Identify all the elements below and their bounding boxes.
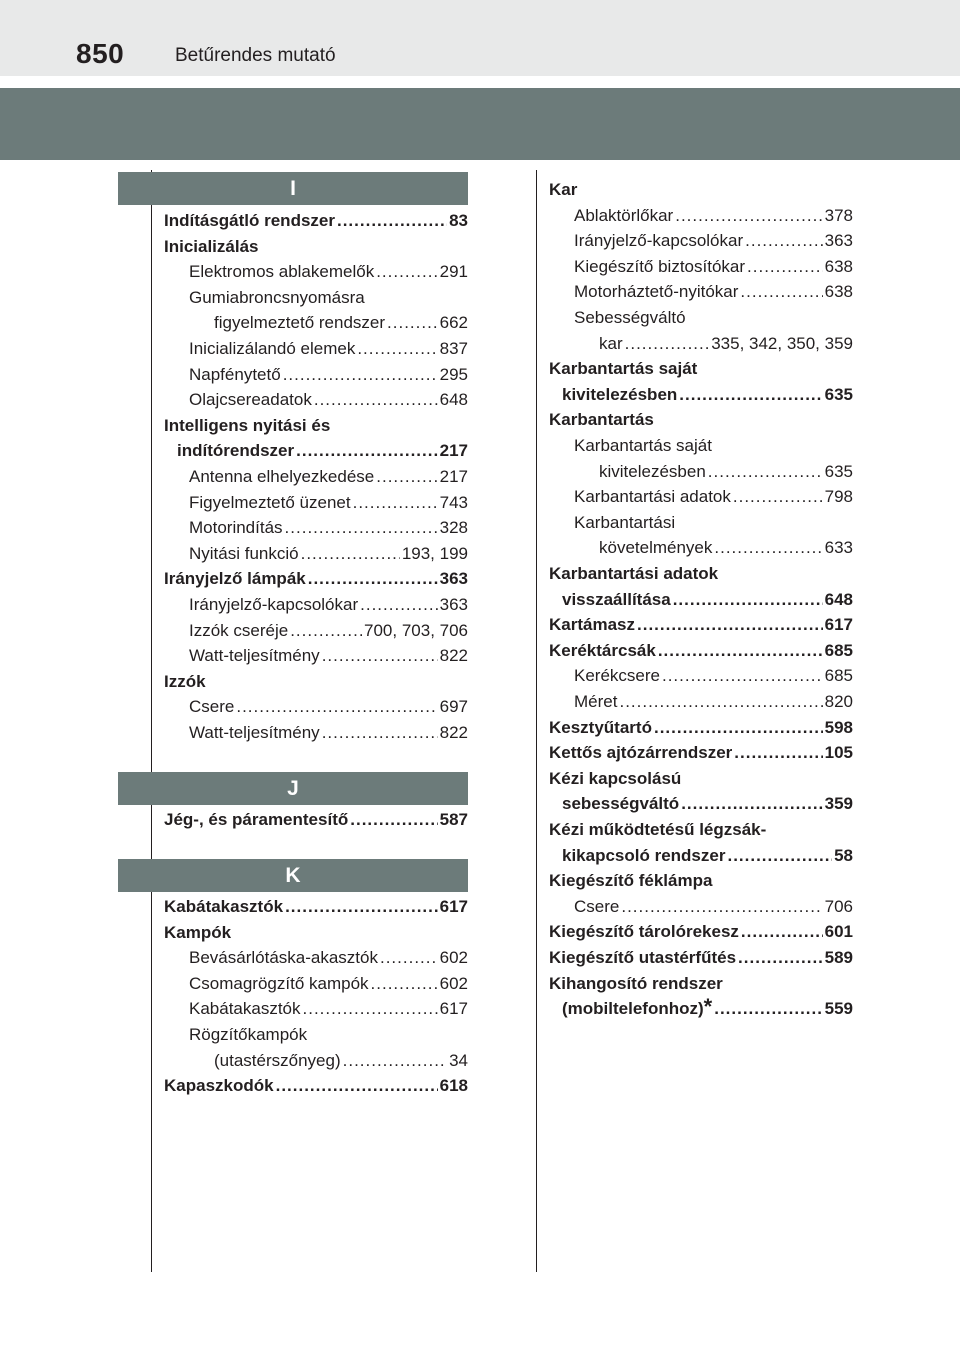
index-entry-page: 822 <box>439 723 468 742</box>
dot-leader <box>357 336 437 362</box>
index-entry <box>189 387 468 413</box>
index-entry <box>164 413 468 439</box>
index-entry-page: 363 <box>439 569 468 589</box>
index-entry-page: 617 <box>439 897 468 916</box>
index-entry-text: Kapaszkodók <box>164 1076 274 1096</box>
index-entry-text: Kartámasz <box>549 615 635 635</box>
dot-leader <box>380 945 438 971</box>
index-entry <box>574 663 853 689</box>
dot-leader <box>314 387 438 413</box>
index-entry-text: Motorháztető-nyitókar <box>574 282 739 302</box>
index-entry <box>189 694 468 720</box>
dot-leader <box>376 259 437 285</box>
dot-leader <box>745 228 822 254</box>
index-entry-page: 291 <box>439 262 468 282</box>
index-entry <box>562 587 853 613</box>
index-entry-text: (utastérszőnyeg) <box>214 1050 341 1070</box>
dot-leader <box>733 484 823 510</box>
index-entry-text: kikapcsoló rendszer <box>562 845 726 865</box>
dot-leader <box>681 791 822 817</box>
dot-leader <box>625 331 710 357</box>
dot-leader <box>387 310 438 336</box>
index-entry-text: kivitelezésben <box>562 384 678 404</box>
index-entry <box>189 464 468 490</box>
index-entry <box>164 669 468 695</box>
section-letter-i: I <box>118 172 468 205</box>
index-entry-page: 648 <box>824 589 853 609</box>
index-entry-text: Sebességváltó <box>574 308 686 327</box>
dot-leader <box>283 362 438 388</box>
index-entry-page: 105 <box>824 743 853 763</box>
index-entry <box>562 791 853 817</box>
index-entry-text: Karbantartási adatok <box>574 487 731 507</box>
dot-leader <box>675 203 822 229</box>
index-entry <box>574 510 853 536</box>
index-entry: (mobiltelefonhoz) * ..... 559 <box>562 996 853 1022</box>
section-letter-j: J <box>118 772 468 805</box>
index-entry <box>189 285 468 311</box>
index-entry <box>189 592 468 618</box>
index-entry-text: Kézi működtetésű légzsák- <box>549 820 767 839</box>
index-entry <box>164 234 468 260</box>
dot-leader <box>637 612 823 638</box>
index-entry <box>189 541 468 567</box>
dot-leader <box>322 720 438 746</box>
index-entry <box>574 203 853 229</box>
index-entry-page: 648 <box>439 390 468 410</box>
index-entry-page: 378 <box>824 205 853 225</box>
index-entry-page: 635 <box>824 384 853 404</box>
index-entry-page: 598 <box>824 717 853 737</box>
index-entry <box>574 228 853 254</box>
dot-leader <box>738 945 823 971</box>
index-entry-page: 617 <box>439 999 468 1019</box>
index-entry-text: Karbantartás saját <box>549 359 698 379</box>
dot-leader <box>740 279 822 305</box>
index-entry-text: sebességváltó <box>562 794 680 814</box>
index-entry <box>549 356 853 382</box>
dot-leader <box>673 587 823 613</box>
dot-leader <box>734 740 822 766</box>
index-entry <box>214 310 468 336</box>
index-entry-text: Karbantartási adatok <box>549 564 719 583</box>
index-entry-page: 295 <box>439 364 468 384</box>
column-divider-right <box>536 170 537 1272</box>
index-entry-page: 601 <box>824 922 853 942</box>
index-entry-page: 58 <box>834 845 853 865</box>
index-entry-text: Kesztyűtartó <box>549 717 652 737</box>
page-title: Betűrendes mutató <box>175 45 336 66</box>
index-entry <box>189 618 468 644</box>
index-entry-text: visszaállítása <box>562 589 671 609</box>
index-entry-text: Figyelmeztető üzenet <box>189 492 351 512</box>
index-entry-page: 602 <box>439 948 468 968</box>
index-entry-page: 697 <box>439 697 468 717</box>
index-entry <box>549 817 853 843</box>
index-entry-text: Kabátakasztók <box>189 999 301 1019</box>
index-entry-text: Kerékcsere <box>574 666 660 686</box>
index-entry-page: 743 <box>439 492 468 512</box>
index-entry-page: 837 <box>439 339 468 358</box>
index-entry-text: Karbantartás <box>549 410 654 430</box>
index-entry <box>549 868 853 894</box>
dot-leader <box>662 663 823 689</box>
index-entry-text: Jég-, és páramentesítő <box>164 810 349 829</box>
index-entry-text: Irányjelző lámpák <box>164 569 306 589</box>
index-entry-text: Bevásárlótáska-akasztók <box>189 948 378 968</box>
index-entry-text: Csere <box>574 896 620 916</box>
index-entry <box>599 331 853 357</box>
index-entry-page: 559 <box>824 999 853 1019</box>
index-entry <box>189 1022 468 1048</box>
dot-leader <box>360 592 437 618</box>
header-banner <box>0 88 960 160</box>
dot-leader <box>714 535 822 561</box>
index-entry <box>189 971 468 997</box>
index-entry-text: Kiegészítő féklámpa <box>549 871 713 891</box>
index-entry-text: Indításgátló rendszer <box>164 211 335 230</box>
index-entry-page: 618 <box>439 1076 468 1096</box>
index-entry-text: Csomagrögzítő kampók <box>189 973 369 993</box>
index-entry-text: Kiegészítő utastérfűtés <box>549 948 737 967</box>
index-entry-text: Kampók <box>164 922 232 942</box>
index-entry <box>189 945 468 971</box>
index-entry-text: Ablaktörlőkar <box>574 205 674 225</box>
index-entry-page: 822 <box>439 646 468 666</box>
index-entry <box>164 1073 468 1099</box>
dot-leader <box>236 694 437 720</box>
dot-leader <box>371 971 438 997</box>
dot-leader <box>350 807 437 833</box>
index-entry <box>214 1048 468 1074</box>
index-entry-text: Gumiabroncsnyomásra <box>189 287 365 307</box>
index-entry-page: 602 <box>439 973 468 993</box>
index-entry-page: 328 <box>439 518 468 538</box>
index-entry-text: Elektromos ablakemelők <box>189 262 375 282</box>
index-entry-text: Kabátakasztók <box>164 897 284 916</box>
index-entry <box>562 843 853 869</box>
index-entry-text: Rögzítőkampók <box>189 1025 308 1044</box>
index-entry-text: Antenna elhelyezkedése <box>189 467 375 486</box>
dot-leader <box>353 490 438 516</box>
index-entry <box>549 945 853 971</box>
index-entry-text: Inicializálás <box>164 236 259 256</box>
index-entry <box>164 894 468 920</box>
index-entry <box>574 689 853 715</box>
index-entry-text: Méret <box>574 692 618 711</box>
dot-leader <box>621 894 822 920</box>
index-entry <box>164 920 468 946</box>
index-entry-text: Intelligens nyitási és <box>164 415 331 435</box>
index-entry <box>189 362 468 388</box>
index-entry <box>562 382 853 408</box>
dot-leader <box>276 1073 438 1099</box>
dot-leader <box>296 438 438 464</box>
index-entry-text: kar <box>599 333 623 353</box>
dot-leader <box>343 1048 447 1074</box>
page-number: 850 <box>76 38 125 69</box>
index-entry <box>189 720 468 746</box>
index-entry <box>599 459 853 485</box>
dot-leader <box>679 382 822 408</box>
dot-leader <box>619 689 822 715</box>
index-entry-page: 700, 703, 706 <box>364 620 468 640</box>
index-entry-text: indítórendszer <box>177 441 295 461</box>
index-entry-page: 706 <box>824 896 853 916</box>
dot-leader <box>285 894 438 920</box>
index-entry <box>164 208 468 234</box>
index-entry <box>164 807 468 833</box>
dot-leader <box>654 715 823 741</box>
index-entry-page: 685 <box>824 640 853 660</box>
index-entry-text: Izzók cseréje <box>189 620 289 640</box>
index-entry <box>574 279 853 305</box>
index-entry-page: 363 <box>824 231 853 251</box>
index-entry-text: figyelmeztető rendszer <box>214 313 386 333</box>
index-entry-text: Motorindítás <box>189 518 283 538</box>
index-entry-text: Watt-teljesítmény <box>189 723 320 742</box>
index-entry <box>189 259 468 285</box>
dot-leader <box>290 618 362 644</box>
index-entry <box>549 715 853 741</box>
index-entry <box>574 484 853 510</box>
dot-leader <box>747 254 823 280</box>
index-entry <box>549 919 853 945</box>
column-divider-left <box>151 170 152 1272</box>
index-entry-text: Nyitási funkció <box>189 543 299 563</box>
index-entry-text: Inicializálandó elemek <box>189 339 356 358</box>
index-entry-page: 589 <box>824 948 853 967</box>
index-entry <box>164 566 468 592</box>
dot-leader <box>658 638 823 664</box>
index-entry-page: 617 <box>824 615 853 635</box>
index-entry-page: 635 <box>824 461 853 481</box>
section-letter-k: K <box>118 859 468 892</box>
index-entry <box>574 433 853 459</box>
dot-leader <box>303 996 438 1022</box>
index-entry <box>189 490 468 516</box>
index-entry-page: 34 <box>449 1050 468 1070</box>
index-entry-text: Karbantartási <box>574 512 676 532</box>
index-entry-text: Irányjelző-kapcsolókar <box>574 231 744 251</box>
index-entry-page: 193, 199 <box>401 543 468 563</box>
index-entry-page: 217 <box>439 441 468 461</box>
index-entry <box>574 254 853 280</box>
dot-leader <box>337 208 447 234</box>
index-entry-page: 217 <box>439 467 468 486</box>
index-entry-text: Kiegészítő biztosítókar <box>574 256 746 276</box>
index-entry-text: követelmények <box>599 538 713 558</box>
index-entry-page: 83 <box>449 211 468 230</box>
index-entry <box>549 177 853 203</box>
index-entry-text: Napfénytető <box>189 364 281 384</box>
index-entry-text: Kézi kapcsolású <box>549 768 682 788</box>
index-entry-page: 638 <box>824 282 853 302</box>
index-entry <box>177 438 468 464</box>
index-entry-page: 685 <box>824 666 853 686</box>
dot-leader <box>741 919 823 945</box>
index-entry <box>574 894 853 920</box>
index-entry-page: 359 <box>824 794 853 814</box>
index-entry-text: Kar <box>549 180 578 199</box>
index-entry-page: 335, 342, 350, 359 <box>711 333 853 353</box>
index-entry-text: Kiegészítő tárolórekesz <box>549 922 739 942</box>
index-entry-text: Watt-teljesítmény <box>189 646 320 666</box>
index-entry-text: Olajcsereadatok <box>189 390 312 410</box>
index-entry <box>549 740 853 766</box>
index-entry-text: Kihangosító rendszer <box>549 973 723 993</box>
index-entry-text: Keréktárcsák <box>549 640 656 660</box>
index-entry <box>549 638 853 664</box>
index-entry-page: 820 <box>824 692 853 711</box>
index-entry-text: (mobiltelefonhoz) <box>562 999 704 1019</box>
index-entry-text: kivitelezésben <box>599 461 706 481</box>
dot-leader <box>376 464 437 490</box>
index-entry-page: 638 <box>824 256 853 276</box>
dot-leader <box>308 566 438 592</box>
dot-leader <box>285 515 438 541</box>
dot-leader <box>714 996 822 1022</box>
index-entry <box>549 612 853 638</box>
index-entry <box>549 407 853 433</box>
dot-leader <box>727 843 832 869</box>
index-entry <box>549 971 853 997</box>
index-entry-page: 363 <box>439 595 468 614</box>
index-entry-page: 662 <box>439 313 468 333</box>
index-entry <box>189 336 468 362</box>
page-header <box>0 0 960 79</box>
index-entry <box>189 643 468 669</box>
index-entry-text: Irányjelző-kapcsolókar <box>189 595 359 614</box>
index-entry-text: Kettős ajtózárrendszer <box>549 743 733 763</box>
index-entry <box>574 305 853 331</box>
index-entry <box>549 561 853 587</box>
index-entry <box>189 996 468 1022</box>
index-entry-page: 633 <box>824 538 853 558</box>
index-entry-text: Csere <box>189 697 235 717</box>
index-entry-page: 587 <box>439 810 468 829</box>
dot-leader <box>708 459 823 485</box>
index-entry <box>189 515 468 541</box>
index-entry-page: 798 <box>824 487 853 507</box>
index-entry-text: Karbantartás saját <box>574 436 712 455</box>
dot-leader <box>301 541 400 567</box>
index-entry-text: Izzók <box>164 671 206 691</box>
index-entry <box>549 766 853 792</box>
dot-leader <box>322 643 438 669</box>
index-entry <box>599 535 853 561</box>
